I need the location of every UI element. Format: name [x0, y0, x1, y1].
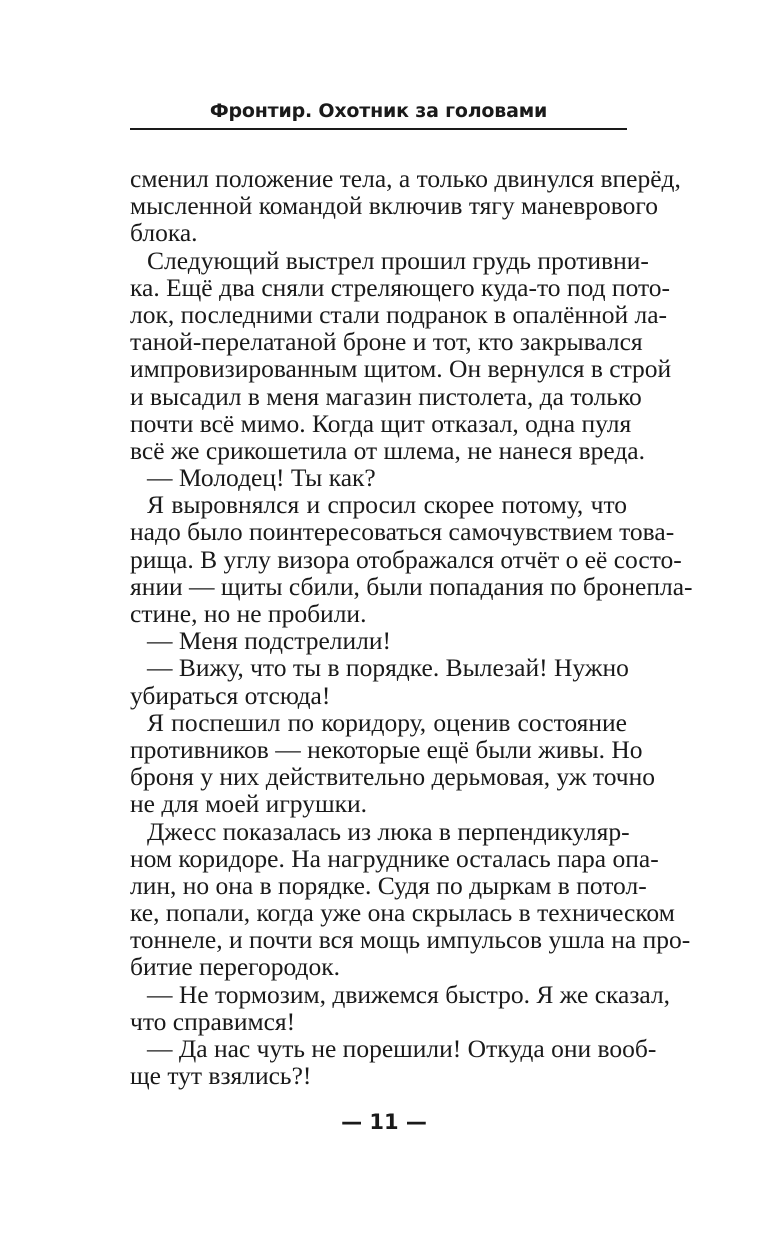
text-line: надо было поинтересоваться самочувствием това-: [130, 517, 675, 547]
text-line: рища. В углу визора отображался отчёт о её состо-: [130, 544, 682, 574]
text-line: противников — некоторые ещё были живы. Но: [130, 734, 643, 764]
text-line: лин, но она в порядке. Судя по дыркам в потол-: [130, 870, 647, 900]
text-line: — Меня подстрелили!: [147, 626, 391, 656]
text-line: Следующий выстрел прошил грудь противни-: [147, 245, 649, 275]
text-line: — Молодец! Ты как?: [147, 463, 376, 493]
page-number: — 11 —: [341, 1110, 427, 1134]
text-line: ном коридоре. На нагруднике осталась пара опа-: [130, 843, 659, 873]
text-line: ще тут взялись?!: [130, 1061, 312, 1091]
text-line: лок, последними стали подранок в опалённой ла-: [130, 299, 668, 329]
text-line: Я поспешил по коридору, оценив состояние: [147, 707, 627, 737]
header-rule: [130, 128, 627, 130]
text-line: сменил положение тела, а только двинулся вперёд,: [130, 164, 681, 193]
text-line: мысленной командой включив тягу маневрового: [130, 191, 658, 221]
text-line: стине, но не пробили.: [130, 599, 367, 628]
text-line: тоннеле, и почти вся мощь импульсов ушла на про-: [130, 925, 691, 955]
text-line: импровизированным щитом. Он вернулся в строй: [130, 354, 672, 384]
text-line: таной-перелатаной броне и тот, кто закрывался: [130, 327, 643, 357]
text-line: и высадил в меня магазин пистолета, да только: [130, 381, 642, 411]
text-line: ка. Ещё два сняли стреляющего куда-то под пото-: [130, 272, 671, 302]
text-line: — Не тормозим, движемся быстро. Я же сказал,: [147, 979, 671, 1009]
body-text: [130, 164, 693, 1091]
text-line: Я выровнялся и спросил скорее потому, что: [147, 490, 627, 520]
running-head: Фронтир. Охотник за головами: [209, 100, 548, 122]
text-line: не для моей игрушки.: [130, 789, 367, 819]
text-line: битие перегородок.: [130, 952, 340, 982]
text-line: ке, попали, когда уже она скрылась в техническом: [130, 898, 675, 928]
text-line: всё же срикошетила от шлема, не нанеся вреда.: [130, 435, 646, 465]
text-line: почти всё мимо. Когда щит отказал, одна пуля: [130, 408, 632, 438]
text-line: — Вижу, что ты в порядке. Вылезай! Нужно: [147, 653, 629, 683]
text-line: янии — щиты сбили, были попадания по бронепла-: [130, 571, 693, 601]
text-line: броня у них действительно дерьмовая, уж точно: [130, 762, 656, 792]
text-line: убираться отсюда!: [130, 680, 331, 710]
text-line: что справимся!: [130, 1006, 296, 1036]
text-line: Джесс показалась из люка в перпендикуляр-: [147, 816, 630, 846]
text-line: — Да нас чуть не порешили! Откуда они вооб-: [147, 1034, 657, 1063]
text-line: блока.: [130, 218, 198, 248]
